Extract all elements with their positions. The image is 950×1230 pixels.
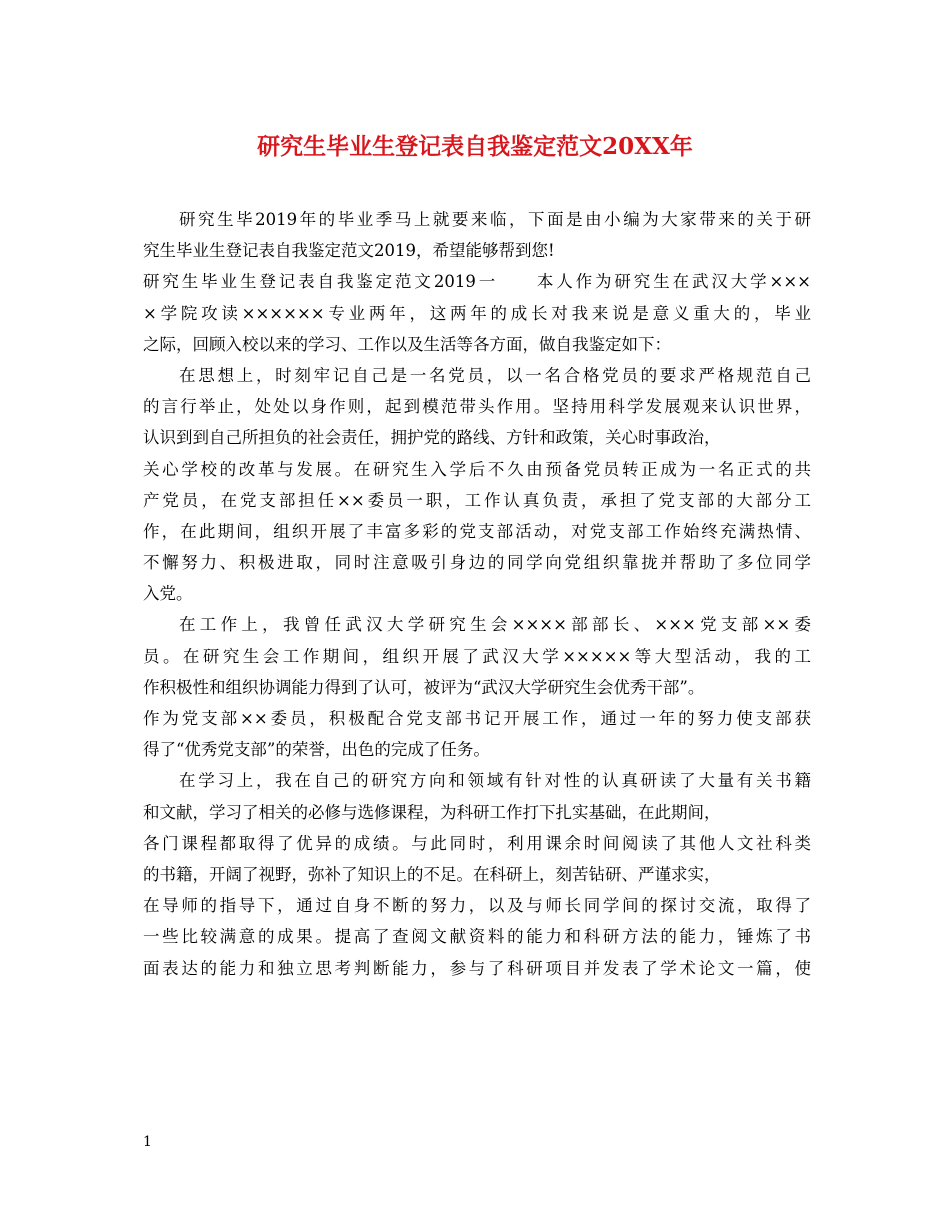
- body-line: 作，在此期间，组织开展了丰富多彩的党支部活动，对党支部工作始终充满热情、: [143, 521, 811, 541]
- body-line: 作为党支部××委员，积极配合党支部书记开展工作，通过一年的努力使支部获: [143, 709, 811, 728]
- page-number: 1: [143, 1134, 152, 1150]
- body-line: 得了“优秀党支部”的荣誉，出色的完成了任务。: [143, 740, 490, 760]
- document-body: [143, 204, 811, 984]
- body-line: 各门课程都取得了优异的成绩。与此同时，利用课余时间阅读了其他人文社科类: [143, 833, 811, 853]
- body-line: 不懈努力、积极进取，同时注意吸引身边的同学向党组织靠拢并帮助了多位同学: [143, 553, 811, 573]
- body-line: 之际，回顾入校以来的学习、工作以及生活等各方面，做自我鉴定如下：: [143, 334, 671, 354]
- body-line: 产党员，在党支部担任××委员一职，工作认真负责，承担了党支部的大部分工: [143, 490, 811, 510]
- body-line: 面表达的能力和独立思考判断能力，参与了科研项目并发表了学术论文一篇，使: [143, 958, 811, 978]
- body-line: 的书籍，开阔了视野，弥补了知识上的不足。在科研上，刻苦钻研、严谨求实，: [143, 864, 721, 884]
- body-line: ×学院攻读××××××专业两年，这两年的成长对我来说是意义重大的，毕业: [143, 303, 811, 323]
- body-line: 关心学校的改革与发展。在研究生入学后不久由预备党员转正成为一名正式的共: [143, 459, 811, 479]
- body-line: 作积极性和组织协调能力得到了认可，被评为“武汉大学研究生会优秀干部”。: [143, 677, 705, 697]
- body-line: 和文献，学习了相关的必修与选修课程，为科研工作打下扎实基础，在此期间，: [143, 802, 721, 822]
- body-line: 一些比较满意的成果。提高了查阅文献资料的能力和科研方法的能力，锤炼了书: [143, 927, 811, 947]
- body-line: 认识到到自己所担负的社会责任，拥护党的路线、方针和政策，关心时事政治，: [143, 428, 721, 448]
- body-line: 在导师的指导下，通过自身不断的努力，以及与师长同学间的探讨交流，取得了: [143, 896, 811, 916]
- body-line: 究生毕业生登记表自我鉴定范文2019，希望能够帮到您!: [143, 241, 555, 261]
- body-line: 入党。: [143, 584, 193, 604]
- body-line: 员。在研究生会工作期间，组织开展了武汉大学×××××等大型活动，我的工: [143, 646, 811, 666]
- body-line: 的言行举止，处处以身作则，起到模范带头作用。坚持用科学发展观来认识世界，: [143, 397, 811, 417]
- body-line: 研究生毕2019年的毕业季马上就要来临，下面是由小编为大家带来的关于研: [179, 210, 811, 229]
- body-line: 在工作上，我曾任武汉大学研究生会××××部部长、×××党支部××委: [179, 615, 811, 635]
- body-line: 在学习上，我在自己的研究方向和领域有针对性的认真研读了大量有关书籍: [179, 771, 811, 791]
- document-title: 研究生毕业生登记表自我鉴定范文20XX年: [257, 133, 693, 160]
- body-line: 在思想上，时刻牢记自己是一名党员，以一名合格党员的要求严格规范自己: [179, 365, 811, 385]
- body-line: 研究生毕业生登记表自我鉴定范文2019一 本人作为研究生在武汉大学×××: [143, 272, 811, 292]
